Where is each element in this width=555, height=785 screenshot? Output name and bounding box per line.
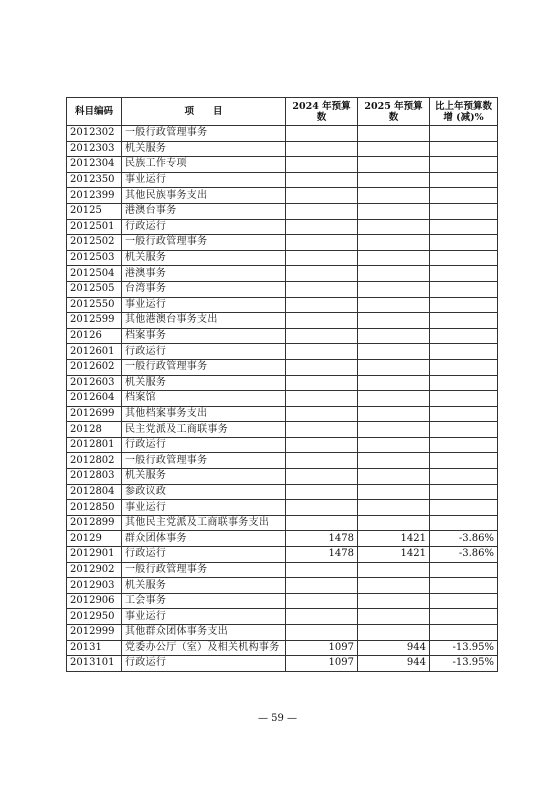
change-percent-cell [430,562,498,578]
budget-2024-cell [286,235,358,251]
budget-2024-cell [286,126,358,142]
subject-code-cell: 2012804 [67,484,122,500]
budget-2024-cell [286,391,358,407]
budget-2025-cell [358,313,430,329]
change-percent-cell [430,453,498,469]
change-percent-cell [430,469,498,485]
header-subject-code: 科目编码 [67,98,122,126]
budget-2024-cell [286,313,358,329]
budget-2025-cell [358,515,430,531]
subject-code-cell: 2012850 [67,500,122,516]
table-row [67,266,498,282]
item-name-cell: 其他港澳台事务支出 [122,313,286,329]
budget-2025-cell [358,469,430,485]
subject-code-cell: 2012801 [67,437,122,453]
table-row [67,453,498,469]
table-row [67,469,498,485]
item-name-cell: 参政议政 [122,484,286,500]
table-row [67,562,498,578]
table-header-row [67,98,498,126]
item-name-cell: 民族工作专项 [122,157,286,173]
budget-2025-cell [358,625,430,641]
item-name-cell: 机关服务 [122,578,286,594]
budget-2024-cell [286,297,358,313]
table-row [67,235,498,251]
budget-2024-cell: 1097 [286,640,358,656]
change-percent-cell [430,515,498,531]
subject-code-cell: 20125 [67,203,122,219]
table-row [67,359,498,375]
change-percent-cell [430,406,498,422]
budget-2025-cell [358,609,430,625]
subject-code-cell: 2012906 [67,593,122,609]
subject-code-cell: 2012603 [67,375,122,391]
table-row [67,203,498,219]
subject-code-cell: 2012699 [67,406,122,422]
change-percent-cell [430,188,498,204]
table-row [67,297,498,313]
change-percent-cell [430,172,498,188]
header-item: 项 目 [122,98,286,126]
item-name-cell: 机关服务 [122,469,286,485]
subject-code-cell: 2012899 [67,515,122,531]
change-percent-cell [430,422,498,438]
item-name-cell: 一般行政管理事务 [122,359,286,375]
item-name-cell: 民主党派及工商联事务 [122,422,286,438]
table-row [67,547,498,563]
subject-code-cell: 2012303 [67,141,122,157]
item-name-cell: 事业运行 [122,500,286,516]
budget-2024-cell [286,203,358,219]
change-percent-cell [430,500,498,516]
change-percent-cell [430,375,498,391]
budget-2024-cell [286,188,358,204]
budget-2024-cell [286,281,358,297]
header-budget-2025: 2025 年预算数 [358,98,430,126]
change-percent-cell [430,328,498,344]
budget-table [66,97,498,672]
subject-code-cell: 20131 [67,640,122,656]
table-body [67,126,498,672]
table-row [67,313,498,329]
change-percent-cell [430,219,498,235]
change-percent-cell [430,281,498,297]
subject-code-cell: 2012501 [67,219,122,235]
budget-2024-cell [286,500,358,516]
budget-2025-cell [358,297,430,313]
item-name-cell: 行政运行 [122,344,286,360]
table-row [67,281,498,297]
budget-2025-cell [358,484,430,500]
subject-code-cell: 20128 [67,422,122,438]
table-row [67,141,498,157]
subject-code-cell: 2012903 [67,578,122,594]
subject-code-cell: 2012599 [67,313,122,329]
table-row [67,640,498,656]
subject-code-cell: 2012604 [67,391,122,407]
budget-2024-cell [286,453,358,469]
budget-2025-cell: 944 [358,640,430,656]
budget-2025-cell [358,266,430,282]
budget-2025-cell [358,126,430,142]
change-percent-cell [430,141,498,157]
table-row [67,531,498,547]
table-row [67,126,498,142]
budget-2024-cell [286,625,358,641]
table-row [67,188,498,204]
item-name-cell: 一般行政管理事务 [122,453,286,469]
subject-code-cell: 2012550 [67,297,122,313]
item-name-cell: 行政运行 [122,547,286,563]
table-row [67,219,498,235]
budget-2025-cell [358,250,430,266]
change-percent-cell [430,126,498,142]
budget-2025-cell: 1421 [358,531,430,547]
table-row [67,391,498,407]
item-name-cell: 机关服务 [122,141,286,157]
item-name-cell: 其他档案事务支出 [122,406,286,422]
subject-code-cell: 2012504 [67,266,122,282]
subject-code-cell: 20126 [67,328,122,344]
budget-2025-cell [358,437,430,453]
item-name-cell: 机关服务 [122,375,286,391]
change-percent-cell [430,313,498,329]
item-name-cell: 一般行政管理事务 [122,235,286,251]
item-name-cell: 行政运行 [122,656,286,672]
budget-2024-cell [286,562,358,578]
table-row [67,172,498,188]
budget-2025-cell [358,500,430,516]
budget-2025-cell [358,593,430,609]
item-name-cell: 一般行政管理事务 [122,562,286,578]
table-row [67,344,498,360]
change-percent-cell [430,344,498,360]
budget-2025-cell [358,172,430,188]
item-name-cell: 港澳台事务 [122,203,286,219]
item-name-cell: 工会事务 [122,593,286,609]
budget-2024-cell [286,328,358,344]
change-percent-cell [430,625,498,641]
item-name-cell: 机关服务 [122,250,286,266]
change-percent-cell: -13.95% [430,640,498,656]
item-name-cell: 档案馆 [122,391,286,407]
change-percent-cell [430,250,498,266]
item-name-cell: 其他民主党派及工商联事务支出 [122,515,286,531]
subject-code-cell: 20129 [67,531,122,547]
item-name-cell: 事业运行 [122,172,286,188]
subject-code-cell: 2012803 [67,469,122,485]
subject-code-cell: 2012302 [67,126,122,142]
budget-2024-cell [286,219,358,235]
budget-2024-cell [286,157,358,173]
subject-code-cell: 2012502 [67,235,122,251]
change-percent-cell [430,437,498,453]
budget-2025-cell [358,359,430,375]
change-percent-cell [430,297,498,313]
item-name-cell: 事业运行 [122,609,286,625]
table-row [67,515,498,531]
budget-2024-cell: 1097 [286,656,358,672]
budget-2025-cell [358,188,430,204]
table-row [67,656,498,672]
item-name-cell: 群众团体事务 [122,531,286,547]
budget-2024-cell [286,578,358,594]
subject-code-cell: 2012999 [67,625,122,641]
subject-code-cell: 2012350 [67,172,122,188]
table-row [67,484,498,500]
change-percent-cell [430,359,498,375]
budget-2024-cell [286,515,358,531]
budget-2024-cell [286,437,358,453]
budget-2024-cell [286,266,358,282]
change-percent-cell [430,391,498,407]
subject-code-cell: 2013101 [67,656,122,672]
budget-2024-cell [286,609,358,625]
table-row [67,406,498,422]
budget-2025-cell [358,344,430,360]
budget-2024-cell [286,172,358,188]
table-row [67,422,498,438]
budget-2025-cell [358,219,430,235]
change-percent-cell [430,593,498,609]
budget-2024-cell [286,141,358,157]
item-name-cell: 一般行政管理事务 [122,126,286,142]
budget-2024-cell: 1478 [286,547,358,563]
budget-2025-cell [358,422,430,438]
budget-2025-cell [358,281,430,297]
budget-2024-cell [286,344,358,360]
change-percent-cell [430,484,498,500]
subject-code-cell: 2012950 [67,609,122,625]
change-percent-cell [430,609,498,625]
subject-code-cell: 2012602 [67,359,122,375]
change-percent-cell: -3.86% [430,531,498,547]
budget-2025-cell [358,203,430,219]
budget-2025-cell [358,157,430,173]
table-row [67,375,498,391]
table-row [67,328,498,344]
budget-2025-cell [358,406,430,422]
table-row [67,609,498,625]
change-percent-cell [430,235,498,251]
budget-2024-cell [286,359,358,375]
table-row [67,500,498,516]
change-percent-cell: -3.86% [430,547,498,563]
subject-code-cell: 2012902 [67,562,122,578]
budget-2025-cell: 944 [358,656,430,672]
subject-code-cell: 2012399 [67,188,122,204]
budget-2024-cell [286,469,358,485]
item-name-cell: 行政运行 [122,437,286,453]
page-number: — 59 — [257,713,298,724]
budget-2025-cell [358,328,430,344]
item-name-cell: 档案事务 [122,328,286,344]
item-name-cell: 党委办公厅（室）及相关机构事务 [122,640,286,656]
item-name-cell: 其他群众团体事务支出 [122,625,286,641]
table-row [67,625,498,641]
budget-2024-cell [286,375,358,391]
budget-2025-cell [358,141,430,157]
table-row [67,157,498,173]
budget-2024-cell [286,422,358,438]
budget-2025-cell: 1421 [358,547,430,563]
table-row [67,250,498,266]
budget-2025-cell [358,453,430,469]
budget-2024-cell [286,406,358,422]
budget-2024-cell: 1478 [286,531,358,547]
item-name-cell: 行政运行 [122,219,286,235]
header-budget-2024: 2024 年预算数 [286,98,358,126]
change-percent-cell [430,578,498,594]
change-percent-cell [430,157,498,173]
budget-2024-cell [286,484,358,500]
change-percent-cell [430,266,498,282]
item-name-cell: 港澳事务 [122,266,286,282]
change-percent-cell: -13.95% [430,656,498,672]
budget-2025-cell [358,578,430,594]
budget-2025-cell [358,562,430,578]
subject-code-cell: 2012601 [67,344,122,360]
budget-2025-cell [358,375,430,391]
budget-2024-cell [286,593,358,609]
item-name-cell: 台湾事务 [122,281,286,297]
subject-code-cell: 2012901 [67,547,122,563]
table-row [67,578,498,594]
budget-2025-cell [358,391,430,407]
change-percent-cell [430,203,498,219]
budget-2024-cell [286,250,358,266]
table-row [67,593,498,609]
item-name-cell: 其他民族事务支出 [122,188,286,204]
subject-code-cell: 2012304 [67,157,122,173]
budget-2025-cell [358,235,430,251]
table-row [67,437,498,453]
subject-code-cell: 2012503 [67,250,122,266]
subject-code-cell: 2012802 [67,453,122,469]
item-name-cell: 事业运行 [122,297,286,313]
header-change-percent: 比上年预算数增 (减)% [430,98,498,126]
subject-code-cell: 2012505 [67,281,122,297]
